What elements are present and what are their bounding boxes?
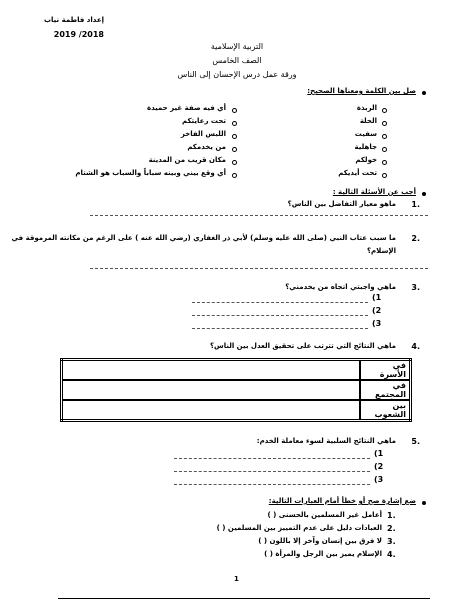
question-number: 4.	[387, 550, 396, 559]
match-dot[interactable]	[382, 147, 387, 152]
question-number: 5.	[411, 437, 420, 446]
match-word: الربذة	[356, 104, 377, 112]
match-dot[interactable]	[382, 121, 387, 126]
school-year: 2019 /2018	[53, 30, 104, 39]
match-dot[interactable]	[382, 173, 387, 178]
answer-cell[interactable]	[62, 400, 361, 421]
list-number: (1	[374, 449, 384, 458]
question-number: 1.	[411, 200, 420, 209]
match-dot[interactable]	[232, 134, 237, 139]
match-meaning: مكان قريب من المدينة	[148, 156, 226, 164]
worksheet-title: ورقة عمل درس الإحسان إلى الناس	[177, 70, 297, 79]
section2-heading: أجب عن الأسئلة التالية :	[332, 188, 416, 196]
row-label: في الأسرة	[360, 360, 411, 381]
question-5-text: ماهي النتائج السلبية لسوء معاملة الخدم:	[256, 437, 396, 445]
answer-line[interactable]	[192, 328, 368, 329]
table-row	[62, 400, 411, 421]
true-false-statement[interactable]: العبادات دليل على عدم التمييز بين المسلمين ( )	[216, 524, 382, 532]
match-meaning: من يخدمكم	[187, 143, 226, 151]
bullet-icon	[422, 91, 426, 95]
match-meaning: أي وقع بيني وبينه سباباً والسباب هو الشتام	[75, 169, 226, 177]
table-row	[62, 360, 411, 381]
list-number: (1	[372, 293, 382, 302]
answer-line[interactable]	[174, 484, 370, 485]
question-number: 3.	[387, 537, 396, 546]
answer-line[interactable]	[174, 471, 370, 472]
bullet-icon	[422, 501, 426, 505]
true-false-statement[interactable]: أعامل غير المسلمين بالحسنى ( )	[267, 511, 382, 519]
question-number: 4.	[411, 342, 420, 351]
question-1-text: ماهو معيار التفاضل بين الناس؟	[287, 200, 396, 208]
match-dot[interactable]	[232, 160, 237, 165]
match-dot[interactable]	[232, 108, 237, 113]
match-word: خولكم	[355, 156, 377, 164]
answer-line[interactable]	[90, 215, 428, 216]
bullet-icon	[422, 192, 426, 196]
question-4-text: ماهي النتائج التي تترتب على تحقيق العدل بين الناس؟	[210, 342, 396, 350]
results-table	[60, 358, 412, 422]
match-dot[interactable]	[232, 121, 237, 126]
match-word: جاهلية	[354, 143, 377, 151]
list-number: (2	[374, 462, 384, 471]
match-word: تحت أيديكم	[338, 169, 377, 177]
match-word: الحلة	[359, 117, 377, 125]
match-dot[interactable]	[382, 108, 387, 113]
match-dot[interactable]	[382, 160, 387, 165]
question-number: 2.	[411, 234, 420, 243]
page-number: 1	[234, 575, 239, 583]
question-2-text-line1: ما سبب عتاب النبي (صلى الله عليه وسلم) لأبي ذر الغفاري (رضي الله عنه ) على الرغم من مكانته المرموقة في	[11, 234, 396, 242]
match-word: سفيت	[354, 130, 377, 138]
section3-heading: ضع إشارة صح أو خطأ أمام العبارات التالية:	[268, 497, 416, 505]
answer-line[interactable]	[174, 458, 370, 459]
footer-divider	[58, 598, 430, 599]
question-3-text: ماهي واجبتي اتجاه من يخدمني؟	[285, 283, 396, 291]
match-meaning: أي فيه صفة غير حميدة	[146, 104, 226, 112]
question-number: 2.	[387, 524, 396, 533]
author-name: إعداد فاطمة نياب	[44, 16, 104, 24]
answer-line[interactable]	[90, 268, 428, 269]
match-dot[interactable]	[232, 173, 237, 178]
answer-line[interactable]	[192, 315, 368, 316]
question-2-text-line2: الإسلام؟	[366, 247, 396, 255]
question-number: 1.	[387, 511, 396, 520]
question-number: 3.	[411, 283, 420, 292]
list-number: (2	[372, 306, 382, 315]
match-dot[interactable]	[382, 134, 387, 139]
list-number: (3	[372, 319, 382, 328]
grade-title: الصف الخامس	[212, 56, 262, 65]
subject-title: التربية الإسلامية	[210, 42, 264, 51]
section1-heading: صل بين الكلمة ومعناها الصحيح:	[307, 87, 416, 95]
true-false-statement[interactable]: لا فرق بين إنسان وآخر إلا باللون ( )	[258, 537, 382, 545]
answer-cell[interactable]	[62, 380, 361, 400]
true-false-statement[interactable]: الإسلام يميز بين الرجل والمرأة ( )	[264, 550, 382, 558]
match-meaning: اللبس الفاخر	[180, 130, 226, 138]
list-number: (3	[374, 475, 384, 484]
answer-line[interactable]	[192, 302, 368, 303]
row-label: في المجتمع	[360, 380, 411, 400]
row-label: بين الشعوب	[360, 400, 411, 421]
table-row	[62, 380, 411, 400]
answer-cell[interactable]	[62, 360, 361, 381]
match-dot[interactable]	[232, 147, 237, 152]
match-meaning: تحت رعايتكم	[181, 117, 226, 125]
